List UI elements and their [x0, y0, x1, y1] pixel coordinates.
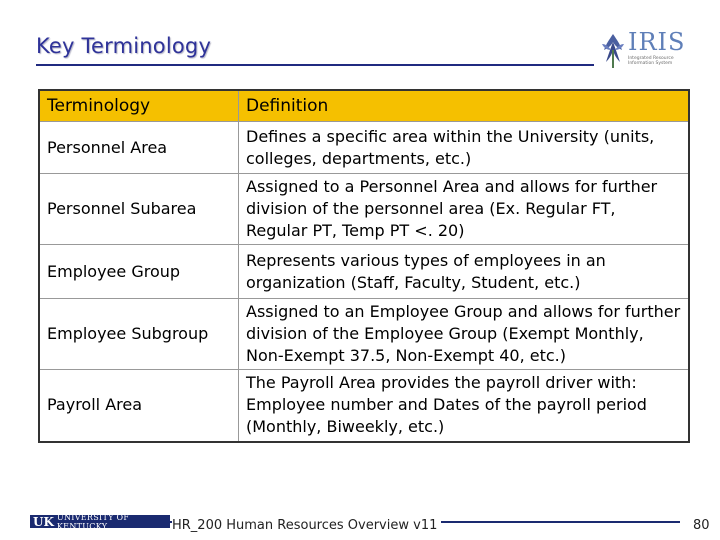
definition-cell: Defines a specific area within the University (units, colleges, departments, etc.): [239, 122, 690, 174]
university-logo: [30, 512, 170, 531]
logo-text: IRIS: [628, 28, 686, 56]
page-number: 80: [693, 518, 710, 533]
slide-title: Key Terminology: [36, 34, 212, 58]
university-name: UNIVERSITY OF KENTUCKY: [56, 512, 130, 531]
header-definition: Definition: [239, 90, 690, 122]
uk-mark: UK: [33, 514, 54, 529]
term-cell: Personnel Subarea: [39, 174, 239, 245]
iris-flower-icon: [600, 30, 626, 70]
table-row: [39, 245, 689, 299]
definition-cell: Assigned to an Employee Group and allows for further division of the Employee Group (Exempt Monthly, Non-Exempt 37.5, Non-Exempt 40, etc.): [239, 299, 690, 370]
term-cell: Personnel Area: [39, 122, 239, 174]
term-cell: Payroll Area: [39, 370, 239, 442]
definition-cell: Assigned to a Personnel Area and allows for further division of the personnel area (Ex. Regular FT, Regular PT, Temp PT <. 20): [239, 174, 690, 245]
iris-logo: [600, 28, 690, 72]
table-row: [39, 299, 689, 370]
footer-course-title: HR_200 Human Resources Overview v11: [172, 518, 441, 533]
terminology-table: [38, 89, 690, 443]
table-header-row: [39, 90, 689, 122]
term-cell: Employee Subgroup: [39, 299, 239, 370]
title-underline: [36, 64, 594, 66]
table-row: [39, 122, 689, 174]
definition-cell: Represents various types of employees in an organization (Staff, Faculty, Student, etc.): [239, 245, 690, 299]
logo-subtitle: Integrated Resource Information System: [628, 56, 674, 66]
definition-cell: The Payroll Area provides the payroll driver with: Employee number and Dates of the payroll period (Monthly, Biweekly, etc.): [239, 370, 690, 442]
table-row: [39, 370, 689, 442]
table-row: [39, 174, 689, 245]
header-terminology: Terminology: [39, 90, 239, 122]
term-cell: Employee Group: [39, 245, 239, 299]
